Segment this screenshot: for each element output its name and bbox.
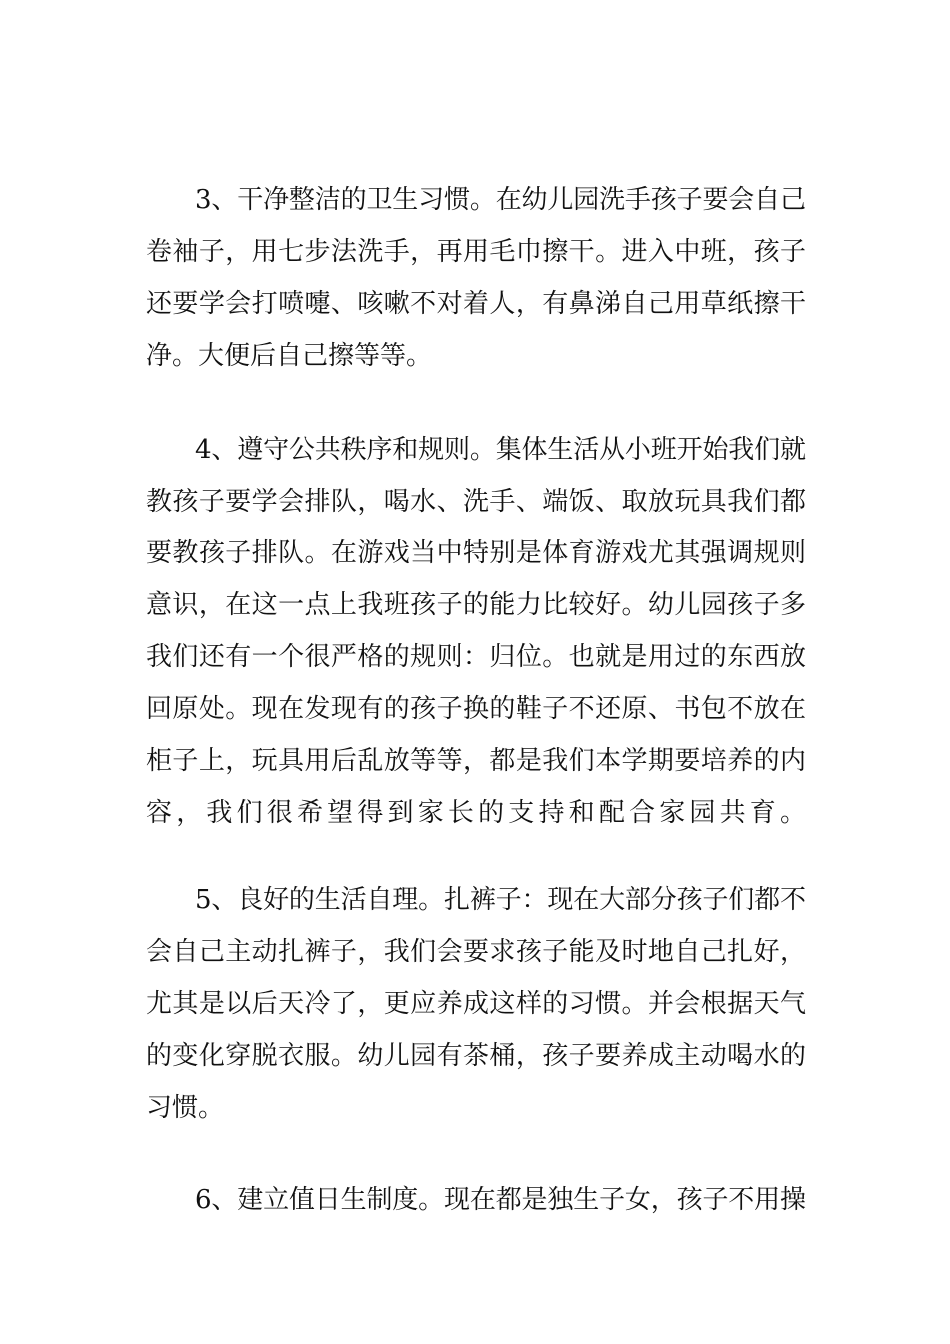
paragraph-4-line-2: 教孩子要学会排队，喝水、洗手、端饭、取放玩具我们都 <box>146 487 807 517</box>
paragraph-4-line-8: 容，我们很希望得到家长的支持和配合家园共育。 <box>146 798 811 828</box>
paragraph-5-line-2: 会自己主动扎裤子，我们会要求孩子能及时地自己扎好， <box>146 937 807 967</box>
paragraph-5-line-1: 5、良好的生活自理。扎裤子：现在大部分孩子们都不 <box>195 885 806 915</box>
paragraph-4-line-3: 要教孩子排队。在游戏当中特别是体育游戏尤其强调规则 <box>146 538 807 568</box>
paragraph-3-line-2: 卷袖子，用七步法洗手，再用毛巾擦干。进入中班，孩子 <box>146 237 807 267</box>
paragraph-4-line-1: 4、遵守公共秩序和规则。集体生活从小班开始我们就 <box>195 435 806 465</box>
paragraph-6-line-1: 6、建立值日生制度。现在都是独生子女，孩子不用操 <box>195 1185 806 1215</box>
paragraph-4-line-6: 回原处。现在发现有的孩子换的鞋子不还原、书包不放在 <box>146 694 807 724</box>
paragraph-5-line-5: 习惯。 <box>146 1093 225 1123</box>
paragraph-3-line-3: 还要学会打喷嚏、咳嗽不对着人，有鼻涕自己用草纸擦干 <box>146 289 807 319</box>
paragraph-4-line-5: 我们还有一个很严格的规则：归位。也就是用过的东西放 <box>146 642 807 672</box>
paragraph-5-line-4: 的变化穿脱衣服。幼儿园有茶桶，孩子要养成主动喝水的 <box>146 1041 807 1071</box>
paragraph-3-line-4: 净。大便后自己擦等等。 <box>146 341 433 371</box>
paragraph-5-line-3: 尤其是以后天冷了，更应养成这样的习惯。并会根据天气 <box>146 989 807 1019</box>
paragraph-4-line-4: 意识，在这一点上我班孩子的能力比较好。幼儿园孩子多 <box>146 590 807 620</box>
paragraph-3-line-1: 3、干净整洁的卫生习惯。在幼儿园洗手孩子要会自己 <box>195 185 806 215</box>
paragraph-4-line-7: 柜子上，玩具用后乱放等等，都是我们本学期要培养的内 <box>146 746 807 776</box>
